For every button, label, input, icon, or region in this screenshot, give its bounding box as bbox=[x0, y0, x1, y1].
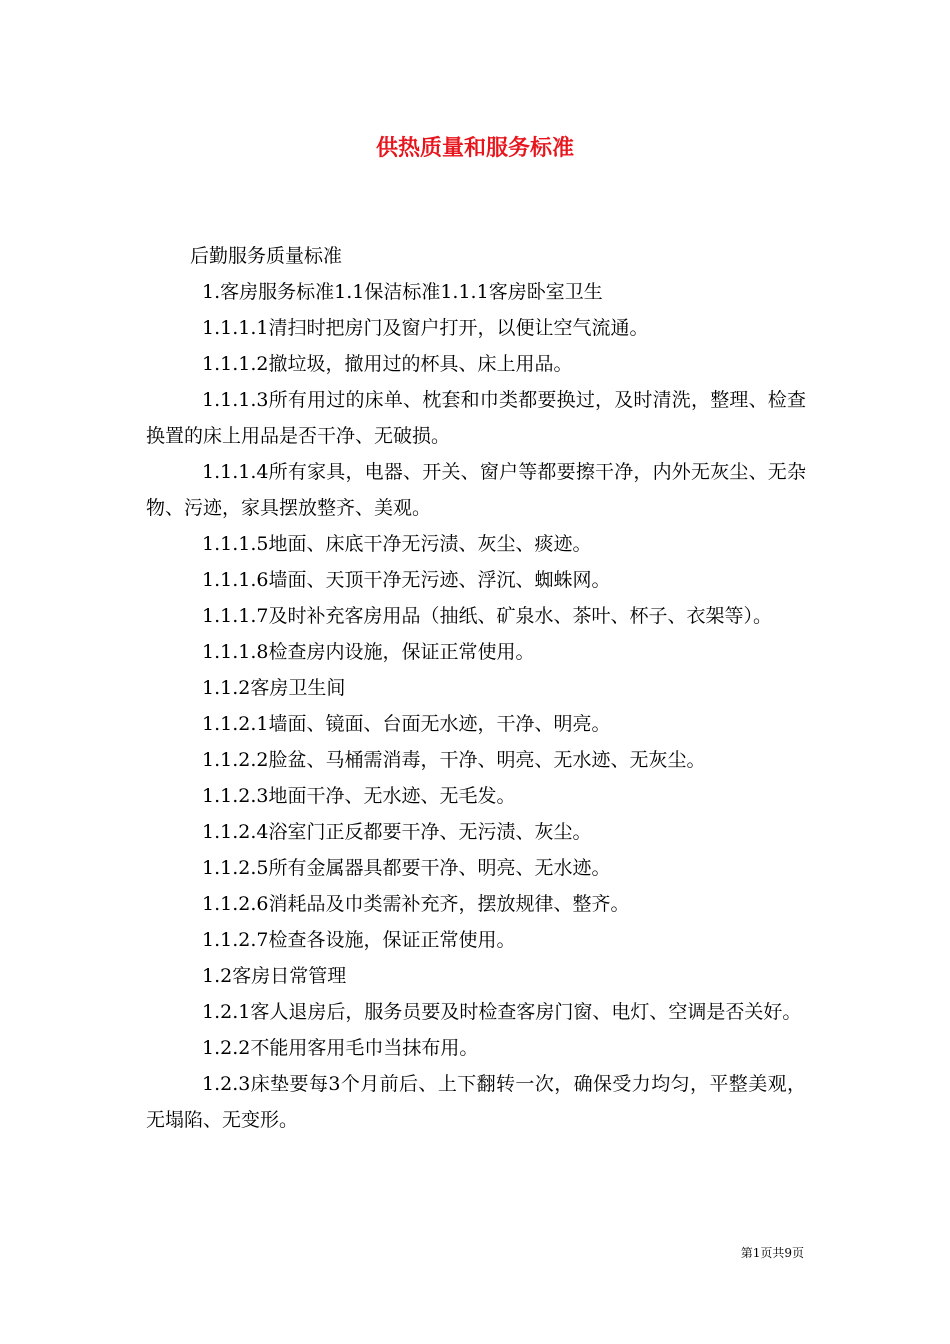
paragraph: 1.1.2.5所有金属器具都要干净、明亮、无水迹。 bbox=[202, 857, 611, 879]
paragraph: 1.1.1.2撤垃圾，撤用过的杯具、床上用品。 bbox=[202, 353, 573, 375]
paragraph: 1.1.2.6消耗品及巾类需补充齐，摆放规律、整齐。 bbox=[202, 893, 630, 915]
paragraph: 1.客房服务标准1.1保洁标准1.1.1客房卧室卫生 bbox=[202, 281, 603, 303]
paragraph: 1.1.1.7及时补充客房用品（抽纸、矿泉水、茶叶、杯子、衣架等）。 bbox=[202, 605, 772, 627]
paragraph: 1.2.1客人退房后，服务员要及时检查客房门窗、电灯、空调是否关好。 bbox=[202, 1001, 802, 1023]
paragraph: 1.1.1.8检查房内设施，保证正常使用。 bbox=[202, 641, 535, 663]
page-number-label: 第1页共9页 bbox=[740, 1246, 804, 1260]
paragraph: 1.1.2.2脸盆、马桶需消毒，干净、明亮、无水迹、无灰尘。 bbox=[202, 749, 706, 771]
paragraph: 1.1.1.6墙面、天顶干净无污迹、浮沉、蜘蛛网。 bbox=[202, 569, 611, 591]
paragraph: 后勤服务质量标准 bbox=[190, 245, 343, 267]
paragraph: 1.1.2.4浴室门正反都要干净、无污渍、灰尘。 bbox=[202, 821, 592, 843]
paragraph: 1.2.3床垫要每3个月前后、上下翻转一次，确保受力均匀，平整美观，无塌陷、无变形。 bbox=[146, 1073, 806, 1131]
paragraph: 1.2客房日常管理 bbox=[202, 965, 347, 987]
document-title: 供热质量和服务标准 bbox=[375, 135, 574, 161]
page-number-footer bbox=[741, 1245, 804, 1261]
paragraph: 1.2.2不能用客用毛巾当抹布用。 bbox=[202, 1037, 479, 1059]
paragraph: 1.1.2.3地面干净、无水迹、无毛发。 bbox=[202, 785, 516, 807]
paragraph: 1.1.2客房卫生间 bbox=[202, 677, 346, 699]
paragraph: 1.1.2.1墙面、镜面、台面无水迹，干净、明亮。 bbox=[202, 713, 611, 735]
paragraph: 1.1.2.7检查各设施，保证正常使用。 bbox=[202, 929, 516, 951]
paragraph: 1.1.1.4所有家具，电器、开关、窗户等都要擦干净，内外无灰尘、无杂物、污迹，家具摆放整齐、美观。 bbox=[146, 461, 806, 519]
paragraph: 1.1.1.1清扫时把房门及窗户打开，以便让空气流通。 bbox=[202, 317, 649, 339]
document-body bbox=[146, 238, 806, 1138]
paragraph: 1.1.1.3所有用过的床单、枕套和巾类都要换过，及时清洗，整理、检查换置的床上用品是否干净、无破损。 bbox=[146, 389, 806, 447]
paragraph: 1.1.1.5地面、床底干净无污渍、灰尘、痰迹。 bbox=[202, 533, 592, 555]
